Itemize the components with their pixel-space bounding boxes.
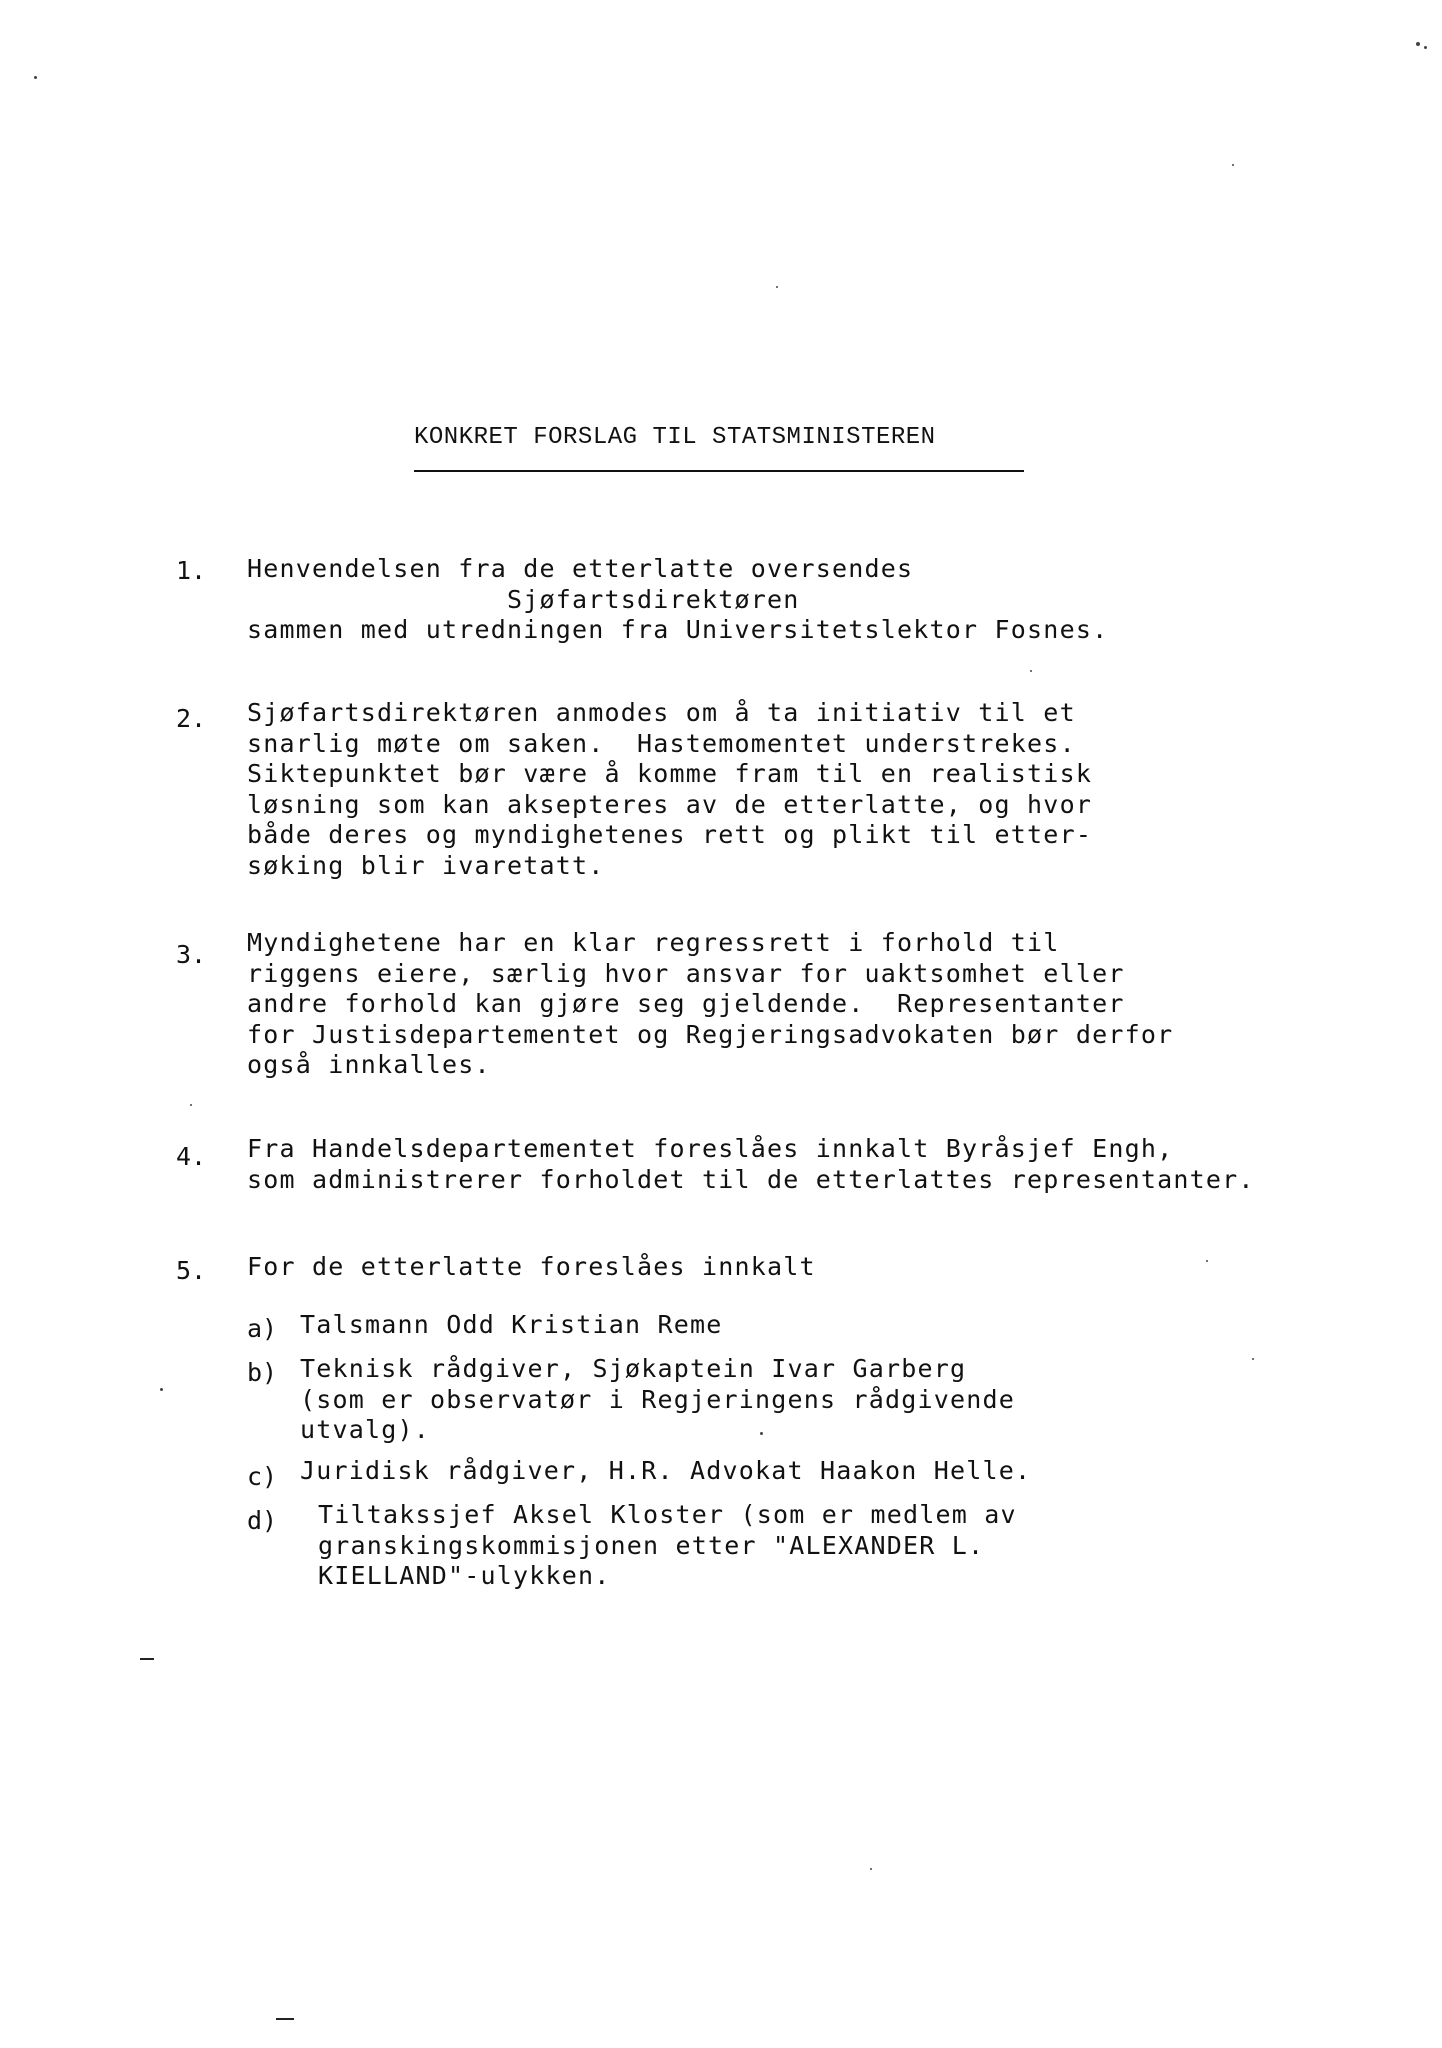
item-3-line-3: andre forhold kan gjøre seg gjeldende. Representanter	[247, 989, 1125, 1018]
subitem-text-a	[300, 1310, 723, 1341]
item-text-3	[247, 928, 1173, 1081]
item-2-line-6: søking blir ivaretatt.	[247, 850, 605, 880]
subitem-label-a: a)	[247, 1314, 278, 1343]
title-underline	[414, 470, 1024, 472]
subitem-label-b: b)	[247, 1358, 278, 1387]
subitem-d-line-2: granskingskommisjonen etter "ALEXANDER L.	[318, 1530, 985, 1560]
item-3-line-1: Myndighetene har en klar regressrett i forhold til	[247, 928, 1060, 957]
scan-speck	[1206, 1260, 1208, 1262]
subitem-c-line-1: Juridisk rådgiver, H.R. Advokat Haakon Helle.	[300, 1456, 1032, 1485]
item-2-line-5: både deres og myndighetenes rett og plikt til etter-	[247, 820, 1093, 849]
item-text-2	[247, 698, 1092, 881]
item-text-4	[247, 1134, 1255, 1195]
item-1-line-2: Sjøfartsdirektøren	[247, 584, 800, 614]
item-number-4: 4.	[176, 1142, 207, 1171]
subitem-b-line-2: (som er observatør i Regjeringens rådgivende	[300, 1384, 1016, 1414]
scan-speck	[1416, 42, 1420, 46]
item-4-line-1: Fra Handelsdepartementet foreslåes innkalt Byråsjef Engh,	[247, 1134, 1174, 1163]
subitem-text-b	[300, 1354, 1015, 1446]
scan-speck	[1252, 1358, 1254, 1360]
subitem-label-c: c)	[247, 1462, 278, 1491]
subitem-text-c	[300, 1456, 1031, 1487]
subitem-a-line-1: Talsmann Odd Kristian Reme	[300, 1310, 723, 1339]
item-2-line-3: Siktepunktet bør være å komme fram til en realistisk	[247, 759, 1093, 788]
scan-speck	[870, 1868, 872, 1870]
scan-speck	[776, 286, 778, 288]
scan-mark	[276, 2018, 294, 2020]
subitem-d-line-1: Tiltakssjef Aksel Kloster (som er medlem av	[318, 1500, 1017, 1529]
item-number-5: 5.	[176, 1256, 207, 1285]
scan-speck	[1424, 46, 1427, 49]
item-1-line-1: Henvendelsen fra de etterlatte oversendes	[247, 554, 914, 583]
item-5-line-1: For de etterlatte foreslåes innkalt	[247, 1252, 816, 1281]
item-text-1	[247, 554, 1108, 646]
scan-speck	[760, 1432, 763, 1435]
scan-speck	[1030, 670, 1032, 672]
item-3-line-4: for Justisdepartementet og Regjeringsadvokaten bør derfor	[247, 1019, 1174, 1049]
scan-speck	[34, 76, 37, 79]
scan-mark	[140, 1658, 154, 1660]
item-2-line-2: snarlig møte om saken. Hastemomentet understrekes.	[247, 728, 1076, 758]
item-number-1: 1.	[176, 556, 207, 585]
item-text-5	[247, 1252, 816, 1283]
item-1-line-3: sammen med utredningen fra Universitetslektor Fosnes.	[247, 615, 1109, 644]
scan-speck	[160, 1388, 163, 1391]
scan-speck	[1232, 164, 1234, 166]
subitem-d-line-3: KIELLAND"-ulykken.	[318, 1561, 611, 1590]
subitem-b-line-3: utvalg).	[300, 1415, 431, 1444]
subitem-text-d	[318, 1500, 1017, 1592]
document-title: KONKRET FORSLAG TIL STATSMINISTEREN	[414, 424, 936, 451]
item-2-line-4: løsning som kan aksepteres av de etterlatte, og hvor	[247, 789, 1093, 819]
subitem-b-line-1: Teknisk rådgiver, Sjøkaptein Ivar Garberg	[300, 1354, 967, 1383]
item-3-line-5: også innkalles.	[247, 1050, 491, 1079]
subitem-label-d: d)	[247, 1506, 278, 1535]
scan-speck	[190, 1104, 192, 1106]
item-2-line-1: Sjøfartsdirektøren anmodes om å ta initiativ til et	[247, 698, 1076, 727]
item-3-line-2: riggens eiere, særlig hvor ansvar for uaktsomhet eller	[247, 958, 1125, 988]
item-number-2: 2.	[176, 704, 207, 733]
item-number-3: 3.	[176, 940, 207, 969]
item-4-line-2: som administrerer forholdet til de etterlattes representanter.	[247, 1164, 1255, 1194]
